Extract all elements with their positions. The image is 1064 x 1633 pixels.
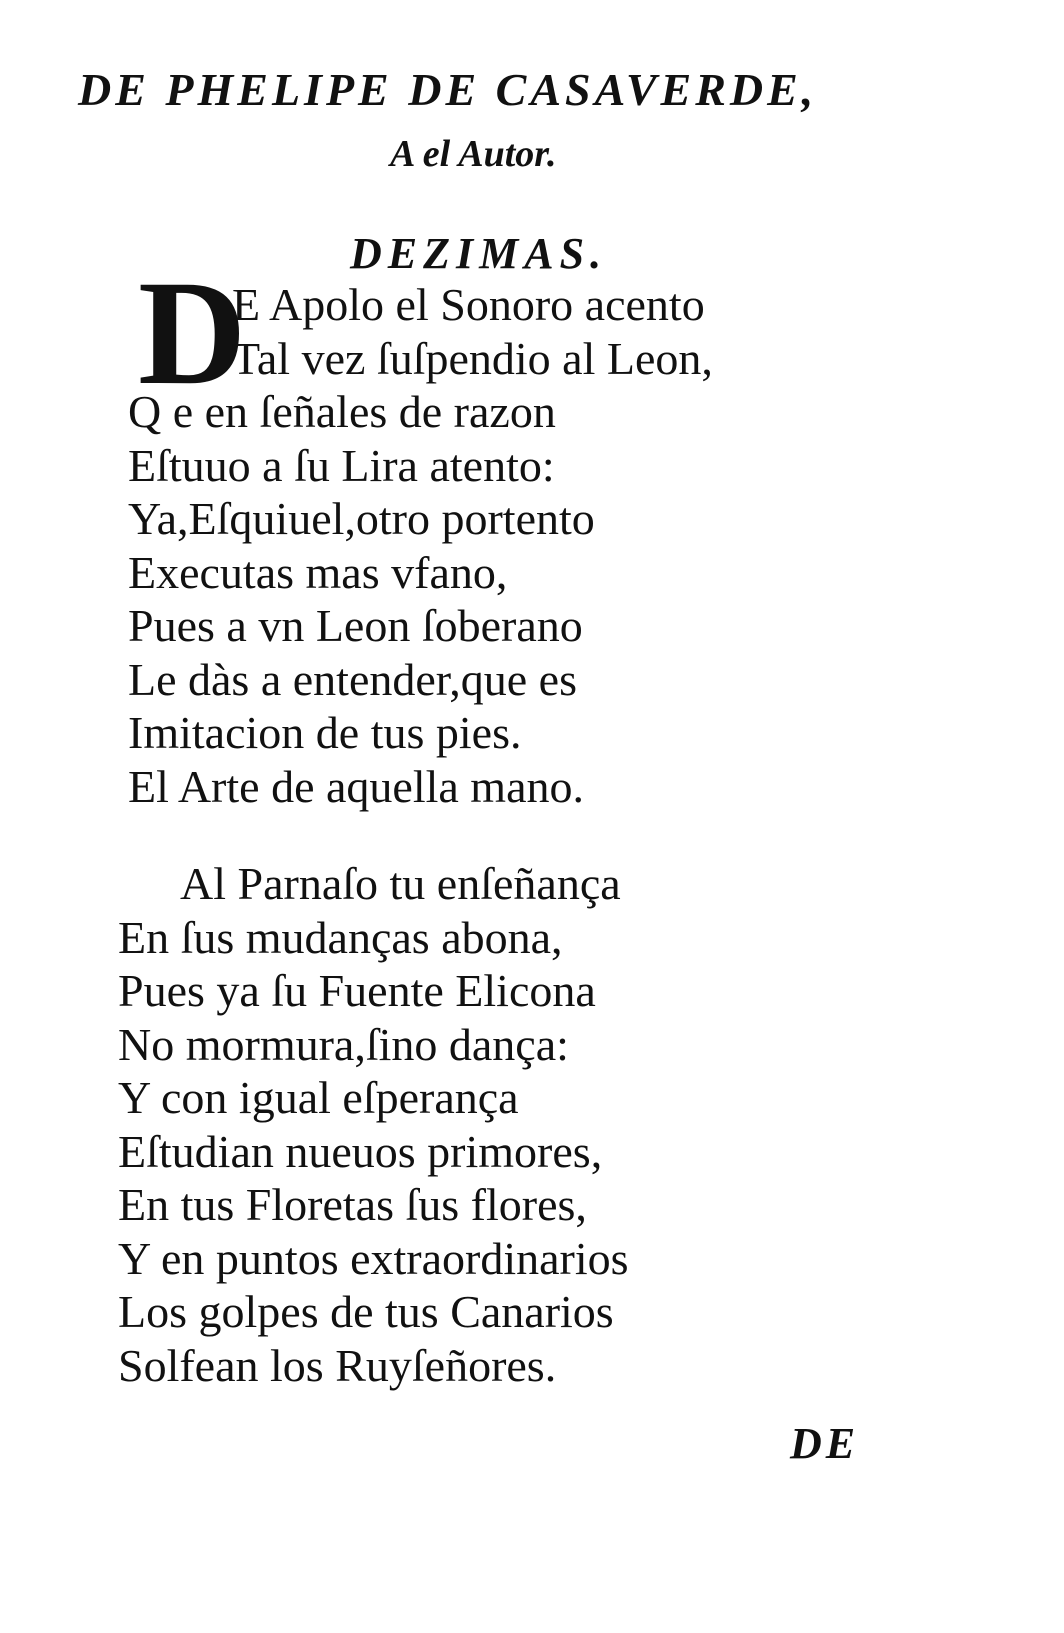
poem-line: En tus Floretas ſus flores,	[118, 1179, 587, 1230]
poem-line: Pues a vn Leon ſoberano	[128, 600, 583, 651]
poem-line: No mormura,ſino dança:	[118, 1018, 569, 1070]
poem-line: Ya,Eſquiuel,otro portento	[128, 493, 595, 544]
poem-line: El Arte de aquella mano.	[128, 760, 585, 812]
poem-line: Tal vez ſuſpendio al Leon,	[232, 332, 713, 384]
poem-line: Los golpes de tus Canarios	[118, 1286, 614, 1337]
poem-line: Eſtuuo a ſu Lira atento:	[128, 439, 555, 491]
poem-line: Executas mas vfano,	[128, 546, 508, 598]
stanza-1	[128, 385, 595, 813]
poem-line: E Apolo el Sonoro acento	[232, 279, 705, 330]
poem-line: Le dàs a entender,que es	[128, 653, 577, 705]
poem-line: Solfean los Ruyſeñores.	[118, 1339, 557, 1391]
stanza-1-opening-lines	[232, 278, 713, 385]
poem-line: Eſtudian nueuos primores,	[118, 1125, 603, 1177]
poem-line: En ſus mudanças abona,	[118, 911, 563, 963]
page-heading: DE PHELIPE DE CASAVERDE,	[78, 64, 818, 115]
catchword: DE	[790, 1419, 860, 1468]
stanza-2	[118, 857, 629, 1392]
page-subheading: A el Autor.	[390, 133, 557, 175]
drop-cap: D	[138, 250, 247, 416]
poem-line: Y con igual eſperança	[118, 1072, 519, 1123]
poem-line: Q e en ſeñales de razon	[128, 386, 556, 437]
poem-line: Imitacion de tus pies.	[128, 707, 522, 758]
section-title: DEZIMAS.	[350, 229, 608, 278]
poem-line: Al Parnaſo tu enſeñança	[180, 858, 621, 909]
poem-line: Y en puntos extraordinarios	[118, 1232, 629, 1284]
poem-line: Pues ya ſu Fuente Elicona	[118, 965, 596, 1016]
